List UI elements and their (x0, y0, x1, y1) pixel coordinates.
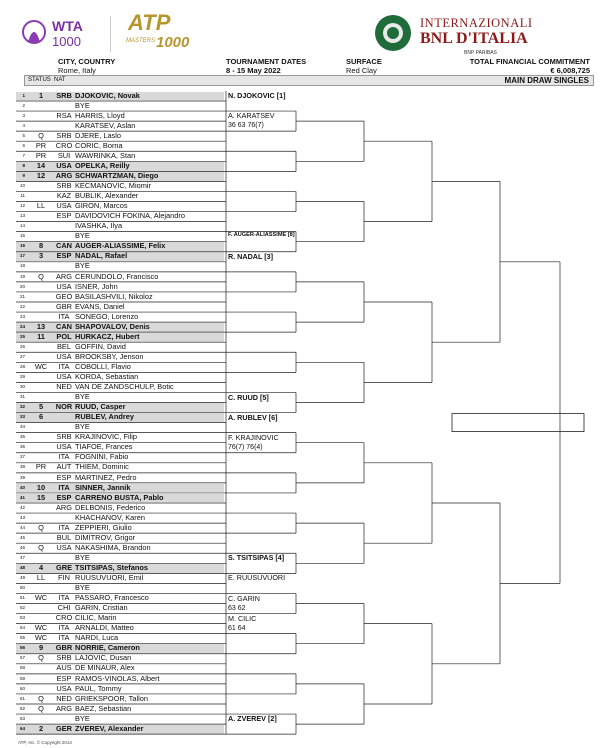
player-name: HARRIS, Lloyd (75, 110, 125, 120)
location-value: Rome, Italy (58, 66, 96, 75)
wta-level: 1000 (52, 34, 81, 49)
player-n: 56 (19, 645, 25, 651)
player-nat: USA (56, 281, 72, 291)
player-nat: ITA (58, 623, 70, 633)
player-name: DJOKOVIC, Novak (75, 90, 140, 100)
player-n: 62 (19, 705, 25, 711)
player-n: 32 (19, 404, 25, 410)
player-n: 49 (19, 575, 25, 580)
player-name: BYE (75, 422, 90, 432)
player-seed: 6 (38, 412, 44, 422)
player-n: 28 (19, 363, 25, 369)
round2-score: 76(7) 76(4) (228, 443, 263, 451)
player-nat: NED (56, 382, 72, 392)
player-nat: SRB (56, 432, 72, 442)
player-seed: 1 (38, 90, 44, 100)
round2-player: M. CILIC (228, 613, 257, 623)
atp-level: 1000 (156, 34, 190, 51)
player-n: 10 (19, 183, 25, 189)
player-name: HURKACZ, Hubert (75, 331, 140, 341)
player-name: NADAL, Rafael (75, 251, 128, 261)
player-name: GARIN, Cristian (75, 603, 128, 613)
player-seed: 10 (36, 482, 46, 492)
round2-player: F. KRAJINOVIC (228, 432, 279, 442)
player-nat: KAZ (56, 191, 72, 201)
player-seed: WC (34, 633, 48, 643)
player-n: 27 (19, 353, 25, 359)
player-n: 11 (20, 193, 25, 199)
player-n: 58 (19, 665, 25, 671)
player-n: 1 (22, 92, 25, 98)
player-name: BYE (75, 713, 90, 723)
player-nat: ESP (56, 492, 72, 502)
player-name: RUUD, Casper (75, 402, 126, 412)
player-name: VAN DE ZANDSCHULP, Botic (75, 382, 174, 392)
player-nat: ITA (58, 452, 70, 462)
round2-player: A. KARATSEV (228, 111, 275, 121)
player-name: GOFFIN, David (75, 341, 126, 351)
player-n: 61 (19, 695, 25, 701)
player-seed: 15 (36, 492, 46, 502)
player-nat: GBR (55, 301, 72, 311)
dates-label: TOURNAMENT DATES (226, 57, 307, 66)
player-seed: WC (34, 593, 48, 603)
player-n: 16 (19, 243, 25, 249)
player-n: 12 (19, 203, 25, 209)
round2-score: 61 64 (228, 624, 246, 632)
player-name: GIRON, Marcos (75, 201, 128, 211)
player-n: 2 (22, 102, 25, 108)
player-nat: BUL (56, 532, 72, 542)
player-name: KHACHANOV, Karen (75, 512, 145, 522)
player-seed: Q (38, 542, 44, 552)
player-n: 20 (19, 283, 25, 289)
player-n: 9 (22, 173, 25, 178)
player-nat: ESP (56, 472, 72, 482)
player-nat: GBR (55, 643, 73, 653)
player-name: DELBONIS, Federico (75, 502, 146, 512)
player-seed: Q (38, 703, 44, 713)
player-name: BYE (75, 231, 90, 241)
player-nat: USA (56, 442, 72, 452)
player-nat: SRB (56, 181, 72, 191)
player-seed: WC (34, 361, 48, 371)
player-nat: BEL (57, 341, 71, 351)
player-n: 53 (19, 615, 25, 621)
player-nat: ARG (55, 502, 72, 512)
round2-player: C. GARIN (228, 593, 260, 603)
champion-box (452, 414, 584, 432)
player-nat: POL (56, 331, 72, 341)
player-n: 19 (19, 273, 25, 279)
player-nat: SRB (56, 130, 72, 140)
player-seed: 8 (38, 241, 44, 251)
player-seed: 11 (37, 331, 45, 341)
player-n: 6 (22, 142, 25, 148)
player-name: SCHWARTZMAN, Diego (75, 171, 159, 180)
player-nat: NOR (55, 402, 73, 412)
player-name: KRAJINOVIC, Filip (75, 432, 138, 442)
player-name: NAKASHIMA, Brandon (75, 542, 151, 552)
player-name: BYE (75, 392, 90, 402)
round2-score: 63 62 (228, 604, 246, 612)
player-nat: ITA (58, 311, 70, 321)
player-n: 26 (19, 343, 25, 349)
player-name: PAUL, Tommy (75, 683, 122, 693)
player-name: PASSARO, Francesco (75, 593, 149, 603)
player-n: 38 (19, 464, 25, 470)
player-n: 39 (19, 474, 25, 480)
atp-sub: MASTERS (126, 38, 156, 44)
player-nat: RSA (56, 110, 72, 120)
player-name: AUGER-ALIASSIME, Felix (75, 241, 166, 251)
player-name: KECMANOVIC, Miomir (75, 181, 151, 191)
player-name: SONEGO, Lorenzo (75, 311, 139, 321)
player-seed: 2 (38, 723, 44, 733)
player-n: 34 (19, 424, 25, 430)
surface-label: SURFACE (346, 57, 382, 66)
player-n: 41 (19, 494, 25, 500)
atp-name: ATP (128, 10, 171, 35)
player-n: 64 (19, 725, 25, 731)
player-n: 7 (22, 152, 25, 158)
player-seed: Q (38, 130, 44, 140)
player-name: IVASHKA, Ilya (75, 221, 123, 231)
player-n: 22 (19, 303, 25, 309)
player-n: 54 (19, 625, 25, 631)
player-n: 15 (19, 233, 25, 239)
player-nat: ITA (58, 522, 70, 532)
player-name: OPELKA, Reilly (75, 160, 130, 170)
player-name: CORIC, Borna (75, 140, 123, 150)
player-seed: 12 (36, 171, 46, 180)
player-seed: 13 (36, 321, 46, 331)
player-n: 52 (19, 605, 25, 611)
round2-player: E. RUUSUVUORI (228, 573, 286, 583)
player-n: 47 (19, 554, 25, 560)
player-seed: Q (38, 522, 44, 532)
round2-score: 36 63 76(7) (228, 122, 264, 130)
player-seed: 3 (38, 251, 44, 261)
player-n: 25 (19, 333, 25, 339)
player-nat: FIN (58, 573, 70, 582)
player-nat: AUT (56, 462, 72, 472)
player-name: COBOLLI, Flavio (75, 361, 131, 371)
player-name: BYE (75, 552, 90, 562)
player-nat: USA (56, 160, 72, 170)
player-name: KARATSEV, Aslan (75, 120, 136, 130)
player-nat: ITA (58, 482, 70, 492)
player-seed: 4 (38, 562, 44, 572)
player-seed: Q (38, 271, 44, 281)
player-seed: 14 (36, 160, 46, 170)
player-n: 23 (19, 313, 25, 319)
status-column-header: STATUS (28, 77, 51, 83)
player-name: CARRENO BUSTA, Pablo (75, 492, 164, 502)
location-label: CITY, COUNTRY (58, 57, 116, 66)
player-n: 45 (19, 534, 25, 540)
player-nat: USA (56, 201, 72, 211)
round2-player: A. ZVEREV [2] (228, 714, 277, 724)
player-nat: GER (55, 723, 72, 733)
player-name: ARNALDI, Matteo (75, 623, 134, 633)
player-n: 24 (19, 323, 25, 329)
player-name: BROOKSBY, Jenson (75, 351, 144, 361)
player-seed: PR (35, 150, 47, 160)
player-n: 14 (19, 223, 25, 229)
player-nat: ITA (58, 593, 70, 603)
player-n: 4 (22, 122, 25, 128)
event-name-line2: BNL D'ITALIA (420, 30, 528, 47)
footer-copyright: ATP, Inc. © Copyright 2014 (18, 740, 72, 745)
surface-value: Red Clay (346, 66, 377, 75)
player-n: 36 (19, 444, 25, 450)
player-n: 13 (19, 213, 25, 219)
player-name: NARDI, Luca (75, 633, 119, 643)
player-name: BAEZ, Sebastian (75, 703, 132, 713)
player-name: SHAPOVALOV, Denis (75, 321, 150, 331)
player-n: 21 (19, 293, 25, 299)
player-name: CERUNDOLO, Francisco (75, 271, 159, 281)
player-seed: LL (36, 201, 46, 211)
round2-player: S. TSITSIPAS [4] (228, 553, 285, 563)
player-name: TSITSIPAS, Stefanos (75, 562, 148, 572)
player-n: 60 (19, 685, 25, 691)
player-name: RUBLEV, Andrey (75, 412, 135, 422)
player-name: DJERE, Laslo (75, 130, 122, 140)
player-n: 55 (19, 635, 25, 641)
player-n: 46 (19, 544, 25, 550)
player-name: MARTINEZ, Pedro (75, 472, 137, 482)
player-name: LAJOVIC, Dusan (75, 653, 132, 663)
player-name: RAMOS-VINOLAS, Albert (75, 673, 160, 683)
player-nat: SRB (56, 653, 72, 663)
player-n: 63 (19, 715, 25, 721)
player-n: 29 (19, 374, 25, 379)
wta-name: WTA (52, 18, 83, 34)
player-name: BYE (75, 583, 90, 593)
player-nat: ESP (56, 251, 72, 261)
player-seed: WC (34, 623, 48, 633)
player-name: ZEPPIERI, Giulio (75, 522, 132, 532)
player-nat: ARG (55, 271, 72, 281)
player-name: CILIC, Marin (75, 613, 117, 623)
player-seed: LL (36, 573, 46, 582)
player-nat: ESP (56, 211, 72, 221)
player-name: RUUSUVUORI, Emil (75, 573, 144, 582)
round2-player: N. DJOKOVIC [1] (228, 91, 286, 101)
commitment-value: € 6,008,725 (550, 66, 590, 75)
player-name: SINNER, Jannik (75, 482, 131, 492)
round2-player: F. AUGER-ALIASSIME [8] (228, 231, 295, 238)
player-nat: ESP (56, 673, 72, 683)
player-nat: SRB (56, 90, 72, 100)
player-nat: USA (56, 542, 72, 552)
player-n: 30 (19, 384, 25, 390)
player-nat: ITA (58, 633, 70, 643)
player-n: 59 (19, 675, 25, 681)
player-name: WAWRINKA, Stan (75, 150, 136, 160)
player-name: KORDA, Sebastian (75, 372, 139, 381)
player-name: ZVEREV, Alexander (75, 723, 144, 733)
player-n: 3 (22, 112, 25, 118)
player-nat: GEO (55, 291, 73, 301)
player-nat: CRO (55, 613, 73, 623)
player-name: BYE (75, 261, 90, 271)
player-n: 37 (19, 454, 25, 460)
player-nat: ITA (58, 361, 70, 371)
player-n: 18 (19, 263, 25, 269)
player-name: TIAFOE, Frances (75, 442, 133, 452)
round2-player: C. RUUD [5] (228, 392, 269, 402)
player-n: 43 (19, 514, 25, 520)
round2-player: A. RUBLEV [6] (228, 412, 278, 422)
player-name: THIEM, Dominic (75, 462, 129, 472)
player-nat: USA (56, 683, 72, 693)
player-name: ISNER, John (75, 281, 118, 291)
player-n: 35 (19, 434, 25, 440)
player-nat: CHI (57, 603, 71, 613)
player-n: 44 (19, 524, 25, 530)
player-nat: CRO (55, 140, 73, 150)
draw-title: MAIN DRAW SINGLES (504, 76, 589, 85)
player-seed: PR (35, 140, 47, 150)
player-name: DIMITROV, Grigor (75, 532, 136, 542)
player-n: 40 (19, 484, 25, 490)
player-nat: CAN (55, 241, 72, 251)
player-n: 48 (19, 564, 25, 570)
dates-value: 8 - 15 May 2022 (226, 66, 281, 75)
player-n: 51 (19, 595, 25, 601)
player-n: 57 (19, 655, 25, 661)
nat-column-header: NAT (54, 77, 66, 83)
player-name: GRIEKSPOOR, Tallon (75, 693, 148, 703)
player-seed: Q (38, 693, 44, 703)
player-seed: 9 (38, 643, 44, 653)
player-n: 42 (19, 504, 25, 510)
player-n: 33 (19, 414, 25, 420)
player-seed: PR (35, 462, 47, 472)
player-nat: USA (56, 351, 72, 361)
sponsor-name: BNP PARIBAS (464, 50, 497, 56)
player-name: FOGNINI, Fabio (75, 452, 129, 462)
player-name: BASILASHVILI, Nikoloz (75, 291, 153, 301)
player-nat: AUS (56, 663, 72, 673)
player-nat: CAN (55, 321, 72, 331)
player-nat: ARG (55, 703, 72, 713)
player-nat: USA (56, 372, 72, 381)
player-n: 50 (19, 585, 25, 591)
player-n: 8 (22, 162, 25, 168)
round2-player: R. NADAL [3] (228, 251, 273, 261)
player-nat: ARG (55, 171, 73, 180)
player-name: EVANS, Daniel (75, 301, 125, 311)
player-n: 17 (19, 253, 25, 259)
player-name: DAVIDOVICH FOKINA, Alejandro (75, 211, 185, 221)
player-nat: SUI (57, 150, 71, 160)
player-n: 31 (19, 394, 25, 400)
commitment-label: TOTAL FINANCIAL COMMITMENT (469, 57, 590, 66)
player-seed: Q (38, 653, 44, 663)
player-name: BYE (75, 100, 90, 110)
player-name: DE MINAUR, Alex (75, 663, 135, 673)
player-seed: 5 (38, 402, 44, 412)
event-name-line1: INTERNAZIONALI (420, 16, 533, 30)
player-name: BUBLIK, Alexander (75, 191, 139, 201)
player-nat: GRE (55, 562, 72, 572)
player-name: NORRIE, Cameron (75, 643, 140, 653)
player-n: 5 (22, 132, 25, 138)
player-nat: NED (56, 693, 72, 703)
